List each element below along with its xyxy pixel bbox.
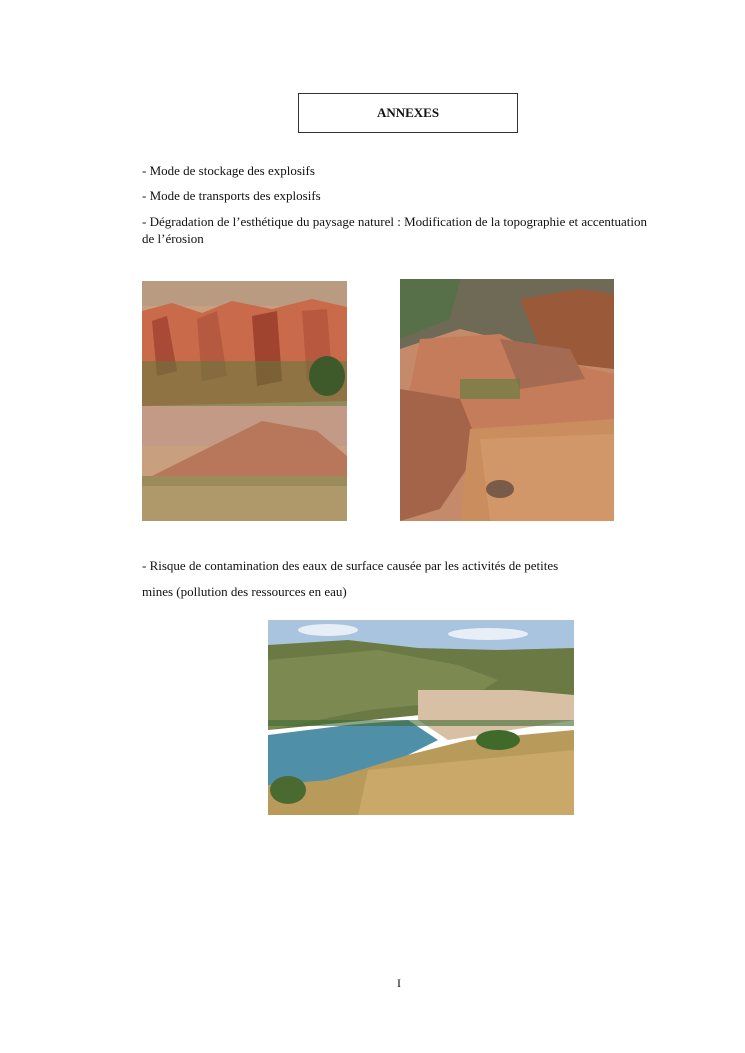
annexes-title: ANNEXES <box>298 93 518 133</box>
erosion-photo-right <box>400 279 614 521</box>
erosion-photo-left <box>142 281 347 521</box>
item-contamination-eaux: - Risque de contamination des eaux de surface causée par les activités de petites <box>142 558 559 573</box>
item-transport-explosifs: - Mode de transports des explosifs <box>142 188 321 203</box>
river-landscape-photo <box>268 620 574 815</box>
item-degradation-paysage: - Dégradation de l’esthétique du paysage naturel : Modification de la topographie et accentuation de l’érosion <box>142 214 648 246</box>
item-contamination-eaux-suite: mines (pollution des ressources en eau) <box>142 584 347 599</box>
page-number: I <box>397 976 401 990</box>
item-stockage-explosifs: - Mode de stockage des explosifs <box>142 163 315 178</box>
